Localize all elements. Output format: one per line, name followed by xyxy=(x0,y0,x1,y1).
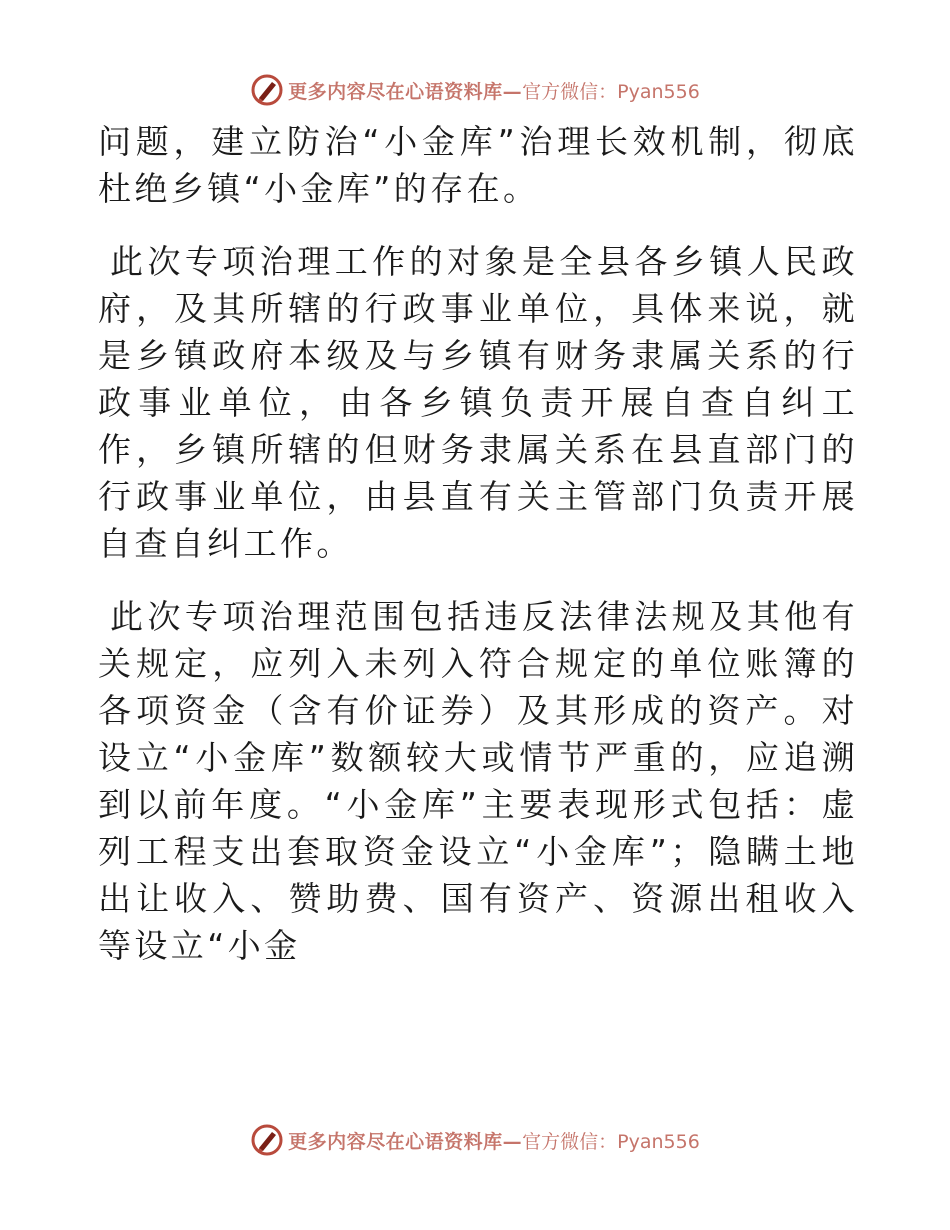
footer-banner-wechat: 官方微信：Pyan556 xyxy=(522,1130,700,1153)
header-banner-text: 更多内容尽在心语资料库— xyxy=(288,80,523,103)
header-banner xyxy=(0,70,950,110)
paragraph-1: 问题，建立防治“小金库”治理长效机制，彻底杜绝乡镇“小金库”的存在。 xyxy=(98,122,858,208)
paragraph-2: 此次专项治理工作的对象是全县各乡镇人民政府，及其所辖的行政事业单位，具体来说，就是乡镇政府本级及与乡镇有财务隶属关系的行政事业单位，由各乡镇负责开展自查自纠工作，乡镇所辖的但财务隶属关系在县直部门的行政事业单位，由县直有关主管部门负责开展自查自纠工作。 xyxy=(98,242,858,563)
pen-logo-icon xyxy=(250,1123,284,1157)
header-banner-wechat: 官方微信：Pyan556 xyxy=(522,80,700,103)
document-body xyxy=(98,118,858,995)
footer-banner xyxy=(0,1120,950,1160)
footer-banner-text: 更多内容尽在心语资料库— xyxy=(288,1130,523,1153)
pen-logo-icon xyxy=(250,73,284,107)
paragraph-3: 此次专项治理范围包括违反法律法规及其他有关规定，应列入未列入符合规定的单位账簿的各项资金（含有价证券）及其形成的资产。对设立“小金库”数额较大或情节严重的，应追溯到以前年度。“小金库”主要表现形式包括：虚列工程支出套取资金设立“小金库”；隐瞒土地出让收入、赞助费、国有资产、资源出租收入等设立“小金 xyxy=(98,597,858,965)
